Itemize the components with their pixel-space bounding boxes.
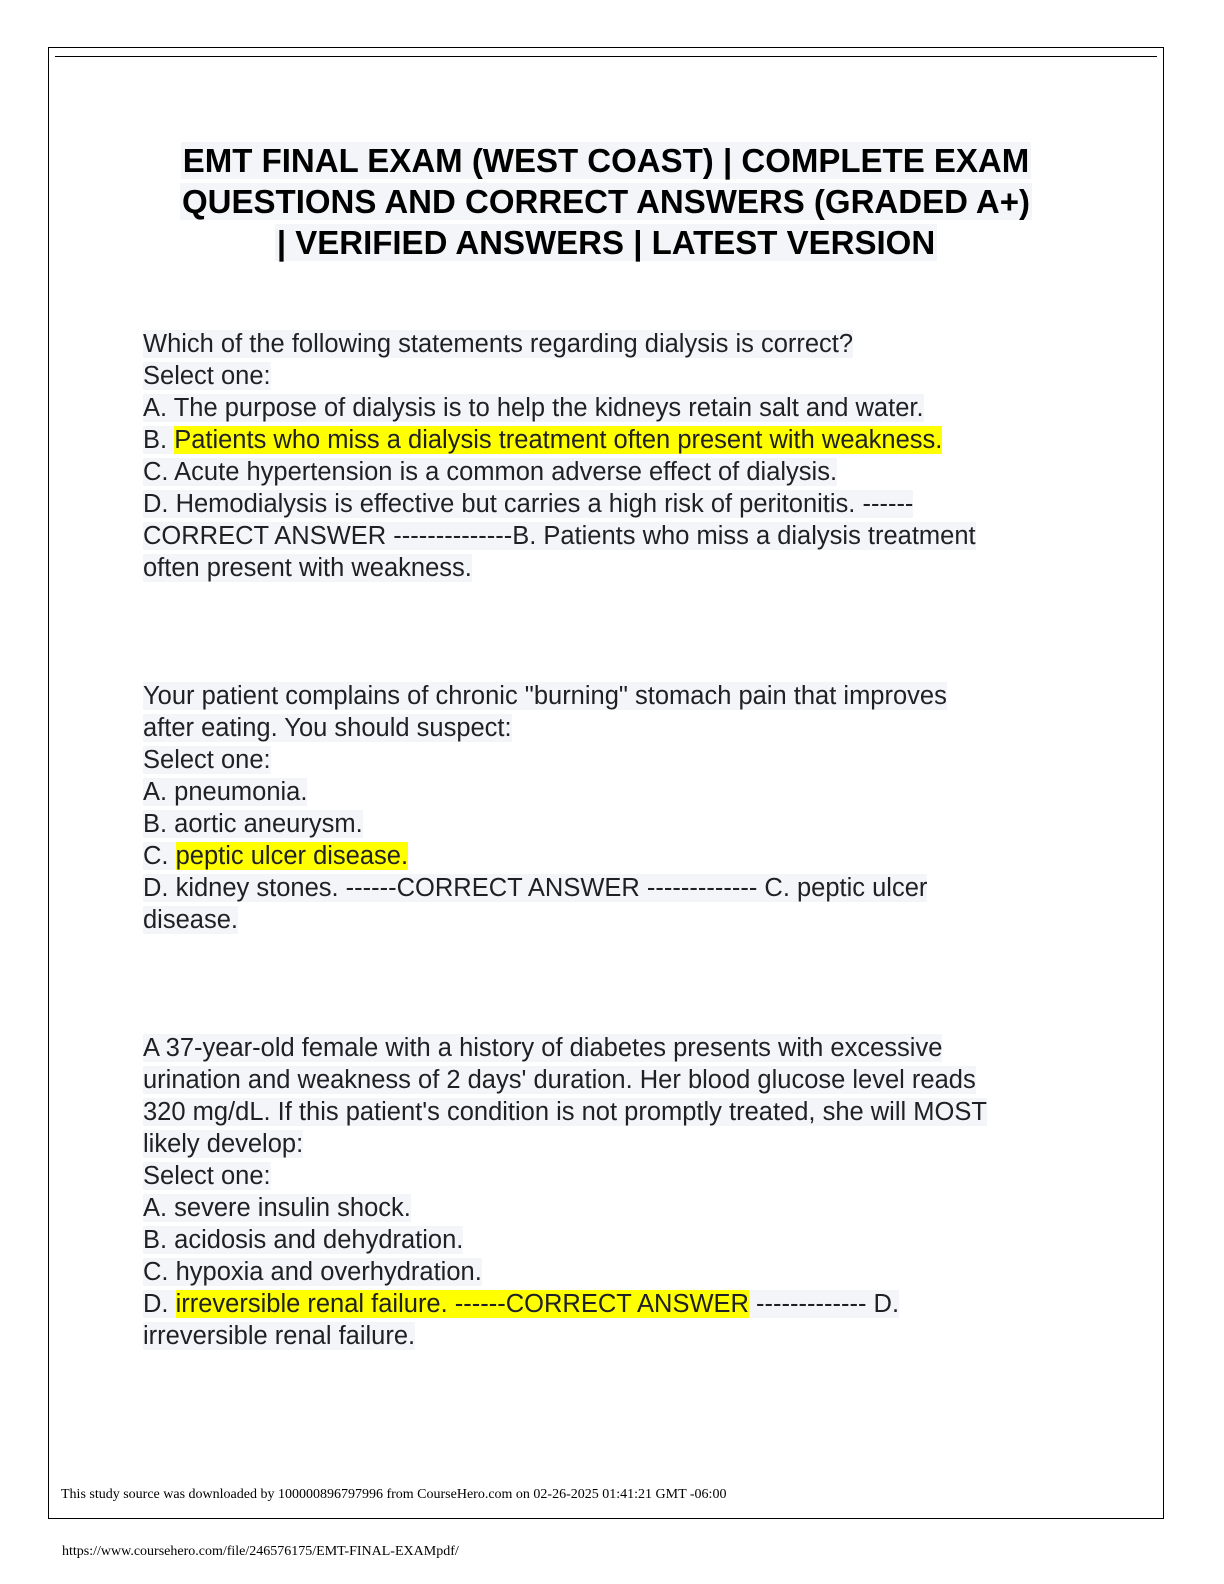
option-d: D. kidney stones. ------CORRECT ANSWER ------------- C. peptic ulcer — [143, 874, 928, 902]
page-frame — [48, 47, 1164, 1519]
option-b: B. acidosis and dehydration. — [143, 1226, 464, 1254]
option-c-highlight: peptic ulcer disease. — [175, 842, 409, 870]
title-line-3: | VERIFIED ANSWERS | LATEST VERSION — [276, 224, 936, 261]
question-text: Which of the following statements regarding dialysis is correct? — [143, 330, 854, 358]
option-a: A. severe insulin shock. — [143, 1194, 411, 1222]
option-a: A. The purpose of dialysis is to help the kidneys retain salt and water. — [143, 394, 924, 422]
option-a: A. pneumonia. — [143, 778, 308, 806]
download-source-note: This study source was downloaded by 100000896797996 from CourseHero.com on 02-26-2025 01:41:21 GMT -06:00 — [61, 1487, 727, 1502]
option-c: C. hypoxia and overhydration. — [143, 1258, 482, 1286]
select-prompt: Select one: — [143, 746, 271, 774]
correct-answer-cont: often present with weakness. — [143, 554, 472, 582]
option-b-highlight: Patients who miss a dialysis treatment often present with weakness. — [174, 426, 943, 454]
option-b-prefix: B. — [143, 426, 175, 454]
question-text-2: urination and weakness of 2 days' duration. Her blood glucose level reads — [143, 1066, 976, 1094]
question-text-3: 320 mg/dL. If this patient's condition is not promptly treated, she will MOST — [143, 1098, 987, 1126]
option-c: C. Acute hypertension is a common adverse effect of dialysis. — [143, 458, 838, 486]
document-title — [49, 140, 1163, 263]
question-text-cont: after eating. You should suspect: — [143, 714, 512, 742]
question-3 — [143, 1032, 1073, 1352]
question-text: A 37-year-old female with a history of diabetes presents with excessive — [143, 1034, 943, 1062]
correct-answer-cont: irreversible renal failure. — [143, 1322, 416, 1350]
select-prompt: Select one: — [143, 1162, 271, 1190]
select-prompt: Select one: — [143, 362, 271, 390]
question-2 — [143, 680, 1073, 936]
option-b: B. aortic aneurysm. — [143, 810, 363, 838]
option-d-highlight: irreversible renal failure. ------CORRECT ANSWER — [175, 1290, 749, 1318]
title-line-2: QUESTIONS AND CORRECT ANSWERS (GRADED A+) — [182, 183, 1030, 220]
option-c-prefix: C. — [143, 842, 176, 870]
question-text-4: likely develop: — [143, 1130, 304, 1158]
question-text: Your patient complains of chronic "burning" stomach pain that improves — [143, 682, 947, 710]
question-1 — [143, 328, 1073, 584]
option-d: D. Hemodialysis is effective but carries a high risk of peritonitis. ------ — [143, 490, 914, 518]
correct-answer-cont: disease. — [143, 906, 238, 934]
option-d-prefix: D. — [143, 1290, 176, 1318]
title-line-1: EMT FINAL EXAM (WEST COAST) | COMPLETE EXAM — [182, 142, 1030, 179]
top-divider — [55, 56, 1157, 57]
correct-answer: CORRECT ANSWER --------------B. Patients who miss a dialysis treatment — [143, 522, 976, 550]
source-url[interactable]: https://www.coursehero.com/file/246576175/EMT-FINAL-EXAMpdf/ — [62, 1544, 459, 1559]
option-d-suffix: ------------- D. — [748, 1290, 900, 1318]
